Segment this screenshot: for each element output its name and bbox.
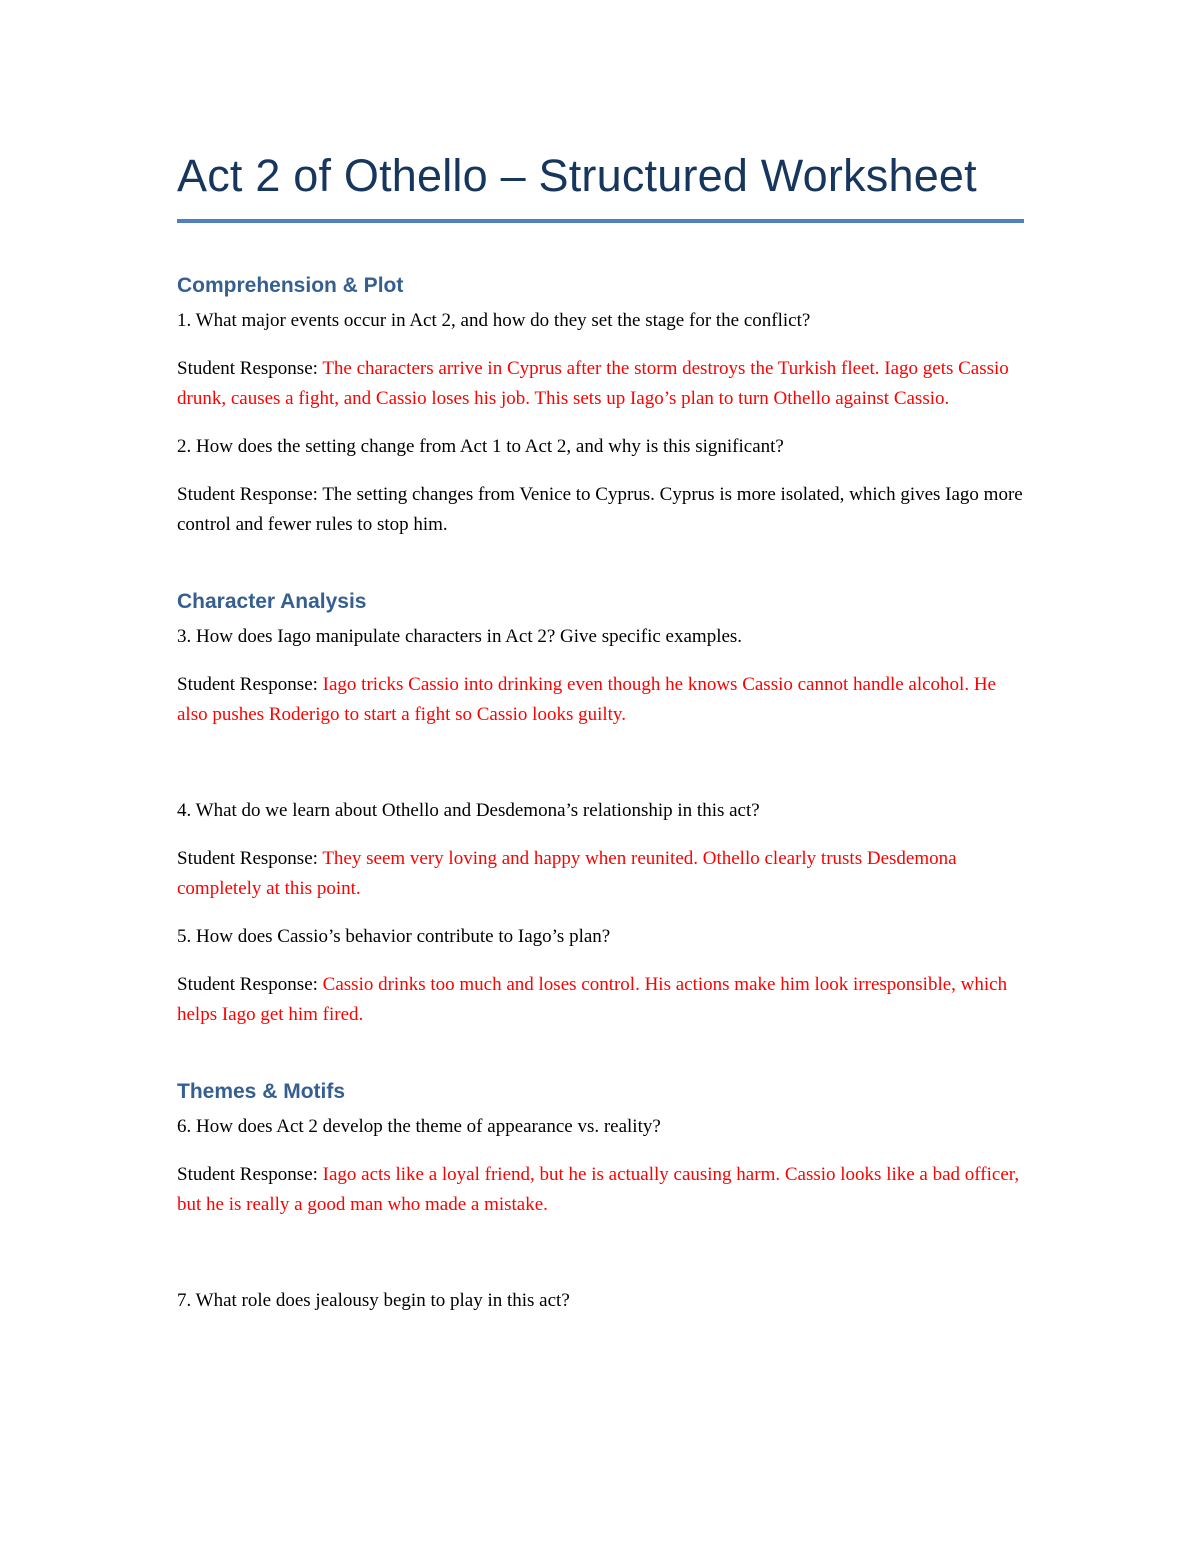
question-2: 2. How does the setting change from Act 1 to Act 2, and why is this significant? — [177, 436, 784, 457]
question-5: 5. How does Cassio’s behavior contribute to Iago’s plan? — [177, 926, 611, 947]
response-label: Student Response: — [177, 674, 323, 695]
response-4 — [177, 844, 1024, 904]
response-2-answer: The setting changes from Venice to Cyprus. Cyprus is more isolated, which gives Iago more control and fewer rules to stop him. — [177, 484, 1023, 535]
response-1 — [177, 354, 1024, 414]
response-label: Student Response: — [177, 848, 323, 869]
section-heading-comprehension: Comprehension & Plot — [177, 274, 404, 297]
response-3-answer: Iago tricks Cassio into drinking even though he knows Cassio cannot handle alcohol. He also pushes Roderigo to start a fight so Cassio looks guilty. — [177, 674, 996, 725]
response-4-answer: They seem very loving and happy when reunited. Othello clearly trusts Desdemona completely at this point. — [177, 848, 957, 899]
response-5 — [177, 970, 1024, 1030]
response-1-answer: The characters arrive in Cyprus after the storm destroys the Turkish fleet. Iago gets Cassio drunk, causes a fight, and Cassio loses his job. This sets up Iago’s plan to turn Othello against Cassio. — [177, 358, 1009, 409]
page-title: Act 2 of Othello – Structured Worksheet — [177, 150, 977, 201]
title-underline — [177, 219, 1024, 223]
question-3: 3. How does Iago manipulate characters in Act 2? Give specific examples. — [177, 626, 743, 647]
response-2 — [177, 480, 1024, 540]
response-6 — [177, 1160, 1024, 1220]
question-7: 7. What role does jealousy begin to play in this act? — [177, 1290, 570, 1311]
question-1: 1. What major events occur in Act 2, and how do they set the stage for the conflict? — [177, 310, 811, 331]
response-5-answer: Cassio drinks too much and loses control. His actions make him look irresponsible, which helps Iago get him fired. — [177, 974, 1008, 1025]
question-4: 4. What do we learn about Othello and Desdemona’s relationship in this act? — [177, 800, 760, 821]
response-label: Student Response: — [177, 484, 323, 505]
response-3 — [177, 670, 1024, 730]
response-label: Student Response: — [177, 358, 323, 379]
response-6-answer: Iago acts like a loyal friend, but he is actually causing harm. Cassio looks like a bad officer, but he is really a good man who made a mistake. — [177, 1164, 1020, 1215]
response-label: Student Response: — [177, 974, 323, 995]
question-6: 6. How does Act 2 develop the theme of appearance vs. reality? — [177, 1116, 661, 1137]
section-heading-themes: Themes & Motifs — [177, 1080, 346, 1103]
document-body — [177, 145, 1024, 1316]
response-label: Student Response: — [177, 1164, 323, 1185]
section-heading-character: Character Analysis — [177, 590, 367, 613]
